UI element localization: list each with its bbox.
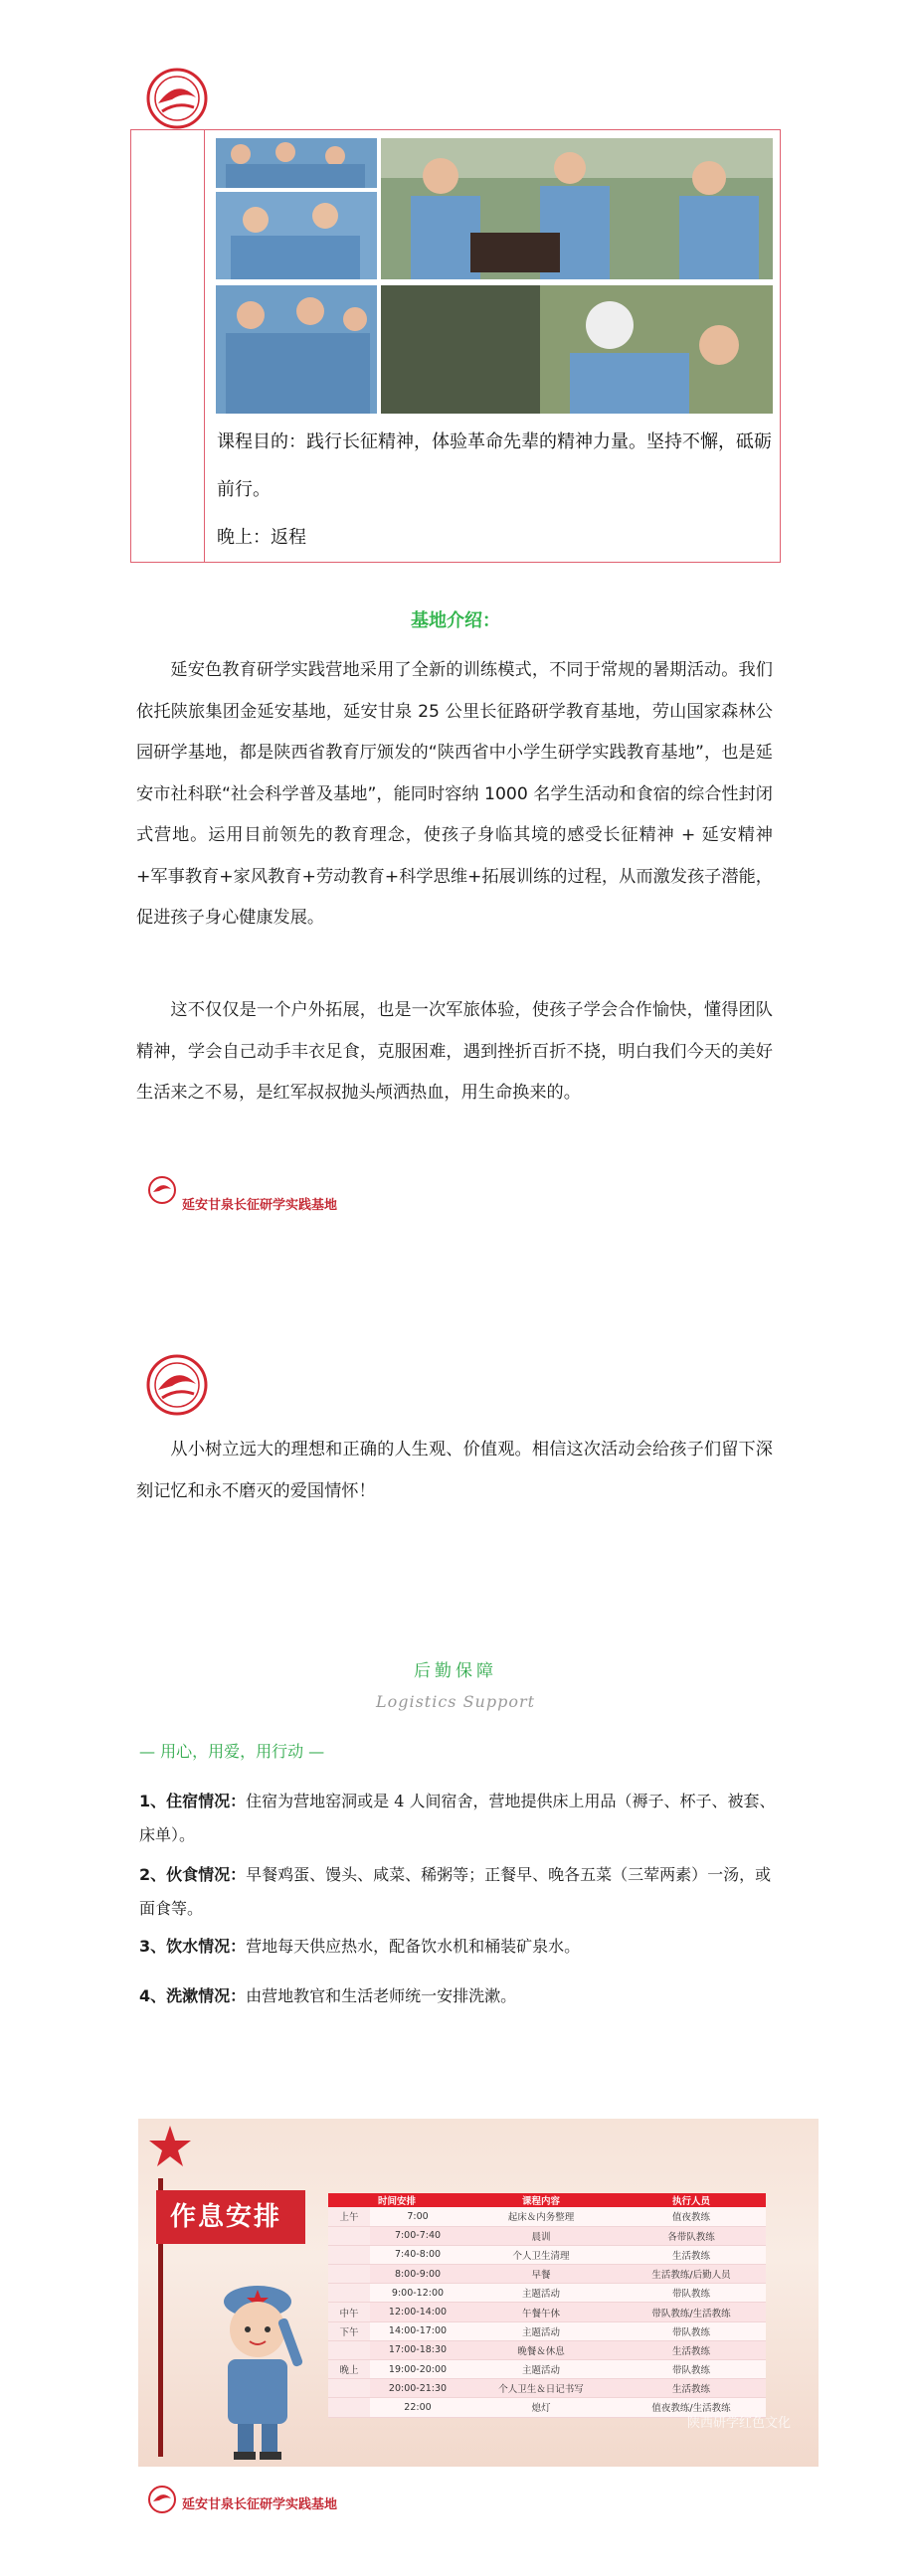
table-row: 中午 12:00-14:00 午餐午休 带队教练/生活教练 <box>328 2303 766 2321</box>
logo-icon <box>146 68 208 129</box>
course-table <box>130 129 781 563</box>
table-row: 22:00 熄灯 值夜教练/生活教练 <box>328 2398 766 2417</box>
logistics-slogan: — 用心，用爱，用行动 — <box>139 1742 325 1761</box>
logistics-item: 2、伙食情况：早餐鸡蛋、馒头、咸菜、稀粥等；正餐早、晚各五菜（三荤两素）一汤，或面食等。 <box>139 1865 772 1918</box>
photo-bandage <box>381 285 773 414</box>
logistics-item: 1、住宿情况：住宿为营地窑洞或是 4 人间宿舍，营地提供床上用品（褥子、杯子、被套、床单）。 <box>139 1792 776 1844</box>
course-purpose: 课程目的：践行长征精神，体验革命先辈的精神力量。坚持不懈，砥砺前行。 <box>217 431 772 500</box>
logistics-item: 4、洗漱情况：由营地教官和生活老师统一安排洗漱。 <box>139 1986 517 2005</box>
table-row: 上午 7:00 起床＆内务整理 值夜教练 <box>328 2207 766 2226</box>
schedule-poster <box>138 2119 819 2467</box>
table-row: 7:40-8:00 个人卫生清理 生活教练 <box>328 2245 766 2264</box>
logo-small-icon <box>148 1176 176 1204</box>
photo-collage <box>216 138 773 414</box>
course-evening: 晚上：返程 <box>217 527 306 548</box>
table-row: 下午 14:00-17:00 主题活动 带队教练 <box>328 2321 766 2340</box>
table-row: 晚上 19:00-20:00 主题活动 带队教练 <box>328 2360 766 2379</box>
photo-first-aid <box>381 138 773 279</box>
photo-soldiers-1 <box>216 138 377 188</box>
watermark-text: 陕西研学红色文化 <box>686 2416 791 2431</box>
schedule-header: 时间安排 <box>328 2193 465 2207</box>
photo-soldiers-2 <box>216 192 377 279</box>
logo-icon <box>146 1354 208 1416</box>
table-row: 9:00-12:00 主题活动 带队教练 <box>328 2284 766 2303</box>
schedule-banner: 作息安排 <box>156 2190 305 2244</box>
signature-text: 延安甘泉长征研学实践基地 <box>182 2497 338 2512</box>
photo-soldiers-3 <box>216 285 377 414</box>
logo-small-icon <box>148 2486 176 2513</box>
course-text <box>217 419 774 562</box>
table-row: 8:00-9:00 早餐 生活教练/后勤人员 <box>328 2265 766 2284</box>
table-row: 7:00-7:40 晨训 各带队教练 <box>328 2226 766 2245</box>
closing-paragraph: 从小树立远大的理想和正确的人生观、价值观。相信这次活动会给孩子们留下深刻记忆和永不磨灭的爱国情怀！ <box>136 1440 773 1501</box>
logistics-title: 后勤保障 <box>414 1661 497 1681</box>
table-row: 17:00-18:30 晚餐＆休息 生活教练 <box>328 2340 766 2359</box>
base-title: 基地介绍： <box>411 610 500 631</box>
signature-text: 延安甘泉长征研学实践基地 <box>182 1198 338 1213</box>
schedule-header: 执行人员 <box>617 2193 766 2207</box>
table-row: 20:00-21:30 个人卫生＆日记书写 生活教练 <box>328 2379 766 2398</box>
logistics-subtitle: Logistics Support <box>375 1692 536 1711</box>
soldier-cartoon-icon <box>198 2268 317 2462</box>
logistics-item: 3、饮水情况：营地每天供应热水，配备饮水机和桶装矿泉水。 <box>139 1937 581 1956</box>
schedule-header: 课程内容 <box>465 2193 617 2207</box>
base-paragraph-1: 延安色教育研学实践营地采用了全新的训练模式，不同于常规的暑期活动。我们依托陕旅集团金延安基地，延安甘泉 25 公里长征路研学教育基地，劳山国家森林公园研学基地，都是陕西省教育厅颁发的“陕西省中小学生研学实践教育基地”，也是延安市社科联“社会科学普及基地”，能同时容纳 1000 名学生活动和食宿的综合性封闭式营地。运用目前领先的教育理念，使孩子身临其境的感受长征精神 + 延安精神+军事教育+家风教育+劳动教育+科学思维+拓展训练的过程，从而激发孩子潜能，促进孩子身心健康发展。 <box>136 660 773 928</box>
star-icon <box>146 2123 194 2170</box>
base-paragraph-2: 这不仅仅是一个户外拓展，也是一次军旅体验，使孩子学会合作愉快，懂得团队精神，学会自己动手丰衣足食，克服困难，遇到挫折百折不挠，明白我们今天的美好生活来之不易，是红军叔叔抛头颅洒热血，用生命换来的。 <box>136 1000 773 1103</box>
table-left-cell <box>131 130 205 562</box>
schedule-table <box>328 2193 766 2418</box>
